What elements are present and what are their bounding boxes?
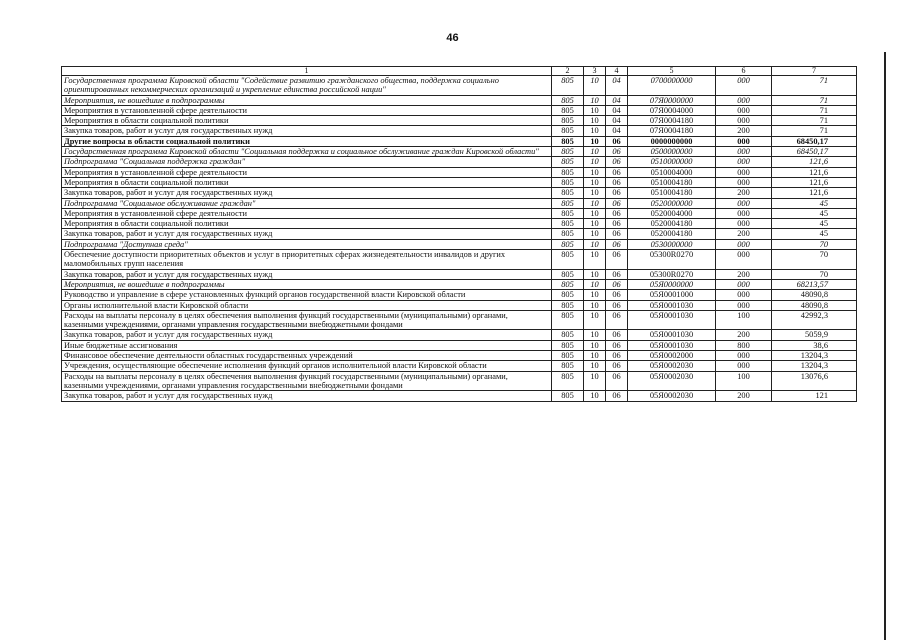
- expense-type-cell: 200: [716, 391, 772, 401]
- subsection-code-cell: 04: [606, 116, 628, 126]
- row-name-cell: Государственная программа Кировской области "Социальная поддержка и социальное обслуживание граждан Кировской области": [62, 147, 552, 157]
- target-article-cell: 0510004180: [628, 188, 716, 198]
- section-code-cell: 10: [584, 76, 606, 96]
- row-name-cell: Мероприятия в области социальной политики: [62, 219, 552, 229]
- chapter-code-cell: 805: [552, 76, 584, 96]
- subsection-code-cell: 06: [606, 361, 628, 371]
- amount-cell: 13076,6: [772, 371, 857, 391]
- target-article-cell: 0510004000: [628, 167, 716, 177]
- target-article-cell: 0510004180: [628, 177, 716, 187]
- table-row: [62, 250, 857, 270]
- expense-type-cell: 800: [716, 340, 772, 350]
- table-row: [62, 269, 857, 279]
- row-name-cell: Финансовое обеспечение деятельности областных государственных учреждений: [62, 351, 552, 361]
- expense-type-cell: 200: [716, 188, 772, 198]
- subsection-code-cell: 06: [606, 239, 628, 249]
- amount-cell: 70: [772, 250, 857, 270]
- chapter-code-cell: 805: [552, 300, 584, 310]
- subsection-code-cell: 06: [606, 371, 628, 391]
- target-article-cell: 0510000000: [628, 157, 716, 167]
- row-name-cell: Другие вопросы в области социальной политики: [62, 136, 552, 146]
- subsection-code-cell: 06: [606, 340, 628, 350]
- chapter-code-cell: 805: [552, 147, 584, 157]
- subsection-code-cell: 06: [606, 310, 628, 330]
- column-header: 5: [628, 67, 716, 76]
- section-code-cell: 10: [584, 208, 606, 218]
- section-code-cell: 10: [584, 105, 606, 115]
- expense-type-cell: 000: [716, 250, 772, 270]
- subsection-code-cell: 06: [606, 250, 628, 270]
- expense-type-cell: 100: [716, 310, 772, 330]
- target-article-cell: 05Я0001000: [628, 290, 716, 300]
- row-name-cell: Закупка товаров, работ и услуг для государственных нужд: [62, 229, 552, 239]
- amount-cell: 48090,8: [772, 300, 857, 310]
- amount-cell: 48090,8: [772, 290, 857, 300]
- expense-type-cell: 000: [716, 239, 772, 249]
- table-row: [62, 361, 857, 371]
- chapter-code-cell: 805: [552, 105, 584, 115]
- subsection-code-cell: 06: [606, 330, 628, 340]
- section-code-cell: 10: [584, 351, 606, 361]
- expense-type-cell: 000: [716, 136, 772, 146]
- expense-type-cell: 000: [716, 167, 772, 177]
- row-name-cell: Закупка товаров, работ и услуг для государственных нужд: [62, 126, 552, 136]
- amount-cell: 71: [772, 76, 857, 96]
- section-code-cell: 10: [584, 188, 606, 198]
- target-article-cell: 07Я0004000: [628, 105, 716, 115]
- row-name-cell: Мероприятия в установленной сфере деятельности: [62, 167, 552, 177]
- budget-table: [61, 66, 857, 402]
- chapter-code-cell: 805: [552, 340, 584, 350]
- chapter-code-cell: 805: [552, 269, 584, 279]
- target-article-cell: 07Я0004180: [628, 126, 716, 136]
- column-header: 2: [552, 67, 584, 76]
- amount-cell: 45: [772, 229, 857, 239]
- row-name-cell: Подпрограмма "Социальная поддержка граждан": [62, 157, 552, 167]
- table-row: [62, 239, 857, 249]
- row-name-cell: Мероприятия в области социальной политики: [62, 116, 552, 126]
- section-code-cell: 10: [584, 371, 606, 391]
- expense-type-cell: 000: [716, 157, 772, 167]
- section-code-cell: 10: [584, 95, 606, 105]
- expense-type-cell: 200: [716, 126, 772, 136]
- amount-cell: 71: [772, 95, 857, 105]
- chapter-code-cell: 805: [552, 371, 584, 391]
- section-code-cell: 10: [584, 136, 606, 146]
- target-article-cell: 0520004180: [628, 229, 716, 239]
- column-header: 1: [62, 67, 552, 76]
- section-code-cell: 10: [584, 177, 606, 187]
- subsection-code-cell: 06: [606, 157, 628, 167]
- row-name-cell: Мероприятия в установленной сфере деятельности: [62, 105, 552, 115]
- section-code-cell: 10: [584, 269, 606, 279]
- table-row: [62, 310, 857, 330]
- table-row: [62, 198, 857, 208]
- row-name-cell: Руководство и управление в сфере установленных функций органов государственной власти Кировской области: [62, 290, 552, 300]
- expense-type-cell: 200: [716, 269, 772, 279]
- amount-cell: 71: [772, 116, 857, 126]
- table-row: [62, 157, 857, 167]
- chapter-code-cell: 805: [552, 167, 584, 177]
- expense-type-cell: 200: [716, 229, 772, 239]
- row-name-cell: Мероприятия в установленной сфере деятельности: [62, 208, 552, 218]
- subsection-code-cell: 04: [606, 126, 628, 136]
- column-header: 4: [606, 67, 628, 76]
- amount-cell: 121,6: [772, 177, 857, 187]
- section-code-cell: 10: [584, 391, 606, 401]
- table-header-row: [62, 67, 857, 76]
- chapter-code-cell: 805: [552, 290, 584, 300]
- expense-type-cell: 000: [716, 76, 772, 96]
- table-row: [62, 219, 857, 229]
- table-row: [62, 330, 857, 340]
- expense-type-cell: 000: [716, 300, 772, 310]
- amount-cell: 121: [772, 391, 857, 401]
- target-article-cell: 05Я0002030: [628, 361, 716, 371]
- expense-type-cell: 200: [716, 330, 772, 340]
- subsection-code-cell: 06: [606, 219, 628, 229]
- chapter-code-cell: 805: [552, 95, 584, 105]
- chapter-code-cell: 805: [552, 188, 584, 198]
- page-number: 46: [446, 32, 459, 44]
- subsection-code-cell: 06: [606, 136, 628, 146]
- expense-type-cell: 000: [716, 219, 772, 229]
- amount-cell: 71: [772, 105, 857, 115]
- section-code-cell: 10: [584, 198, 606, 208]
- section-code-cell: 10: [584, 116, 606, 126]
- subsection-code-cell: 06: [606, 391, 628, 401]
- section-code-cell: 10: [584, 167, 606, 177]
- target-article-cell: 05Я0000000: [628, 279, 716, 289]
- target-article-cell: 05Я0002000: [628, 351, 716, 361]
- expense-type-cell: 000: [716, 198, 772, 208]
- row-name-cell: Государственная программа Кировской области "Содействие развитию гражданского общества, поддержка социально ориентированных некоммерческих организаций и укрепление единства российской нации": [62, 76, 552, 96]
- section-code-cell: 10: [584, 147, 606, 157]
- expense-type-cell: 000: [716, 208, 772, 218]
- target-article-cell: 05300R0270: [628, 269, 716, 279]
- expense-type-cell: 000: [716, 351, 772, 361]
- amount-cell: 38,6: [772, 340, 857, 350]
- column-header: 6: [716, 67, 772, 76]
- subsection-code-cell: 06: [606, 300, 628, 310]
- chapter-code-cell: 805: [552, 157, 584, 167]
- row-name-cell: Органы исполнительной власти Кировской области: [62, 300, 552, 310]
- section-code-cell: 10: [584, 361, 606, 371]
- subsection-code-cell: 06: [606, 147, 628, 157]
- row-name-cell: Мероприятия в области социальной политики: [62, 177, 552, 187]
- chapter-code-cell: 805: [552, 219, 584, 229]
- target-article-cell: 05Я0001030: [628, 310, 716, 330]
- target-article-cell: 0700000000: [628, 76, 716, 96]
- target-article-cell: 0520004000: [628, 208, 716, 218]
- row-name-cell: Мероприятия, не вошедшие в подпрограммы: [62, 279, 552, 289]
- table-row: [62, 188, 857, 198]
- section-code-cell: 10: [584, 239, 606, 249]
- chapter-code-cell: 805: [552, 116, 584, 126]
- target-article-cell: 0520004180: [628, 219, 716, 229]
- expense-type-cell: 000: [716, 147, 772, 157]
- amount-cell: 68450,17: [772, 147, 857, 157]
- amount-cell: 68213,57: [772, 279, 857, 289]
- row-name-cell: Учреждения, осуществляющие обеспечение исполнения функций органов исполнительной власти Кировской области: [62, 361, 552, 371]
- chapter-code-cell: 805: [552, 330, 584, 340]
- section-code-cell: 10: [584, 290, 606, 300]
- amount-cell: 121,6: [772, 157, 857, 167]
- chapter-code-cell: 805: [552, 239, 584, 249]
- chapter-code-cell: 805: [552, 136, 584, 146]
- amount-cell: 45: [772, 208, 857, 218]
- row-name-cell: Закупка товаров, работ и услуг для государственных нужд: [62, 269, 552, 279]
- row-name-cell: Подпрограмма "Доступная среда": [62, 239, 552, 249]
- subsection-code-cell: 06: [606, 351, 628, 361]
- subsection-code-cell: 04: [606, 95, 628, 105]
- table-row: [62, 340, 857, 350]
- subsection-code-cell: 06: [606, 269, 628, 279]
- subsection-code-cell: 06: [606, 208, 628, 218]
- section-code-cell: 10: [584, 219, 606, 229]
- expense-type-cell: 000: [716, 290, 772, 300]
- chapter-code-cell: 805: [552, 361, 584, 371]
- subsection-code-cell: 06: [606, 177, 628, 187]
- amount-cell: 13204,3: [772, 361, 857, 371]
- table-row: [62, 371, 857, 391]
- chapter-code-cell: 805: [552, 126, 584, 136]
- row-name-cell: Закупка товаров, работ и услуг для государственных нужд: [62, 188, 552, 198]
- table-row: [62, 391, 857, 401]
- row-name-cell: Подпрограмма "Социальное обслуживание граждан": [62, 198, 552, 208]
- expense-type-cell: 000: [716, 95, 772, 105]
- chapter-code-cell: 805: [552, 310, 584, 330]
- amount-cell: 42992,3: [772, 310, 857, 330]
- section-code-cell: 10: [584, 157, 606, 167]
- target-article-cell: 05Я0001030: [628, 340, 716, 350]
- subsection-code-cell: 06: [606, 167, 628, 177]
- section-code-cell: 10: [584, 340, 606, 350]
- expense-type-cell: 000: [716, 177, 772, 187]
- chapter-code-cell: 805: [552, 208, 584, 218]
- chapter-code-cell: 805: [552, 177, 584, 187]
- row-name-cell: Иные бюджетные ассигнования: [62, 340, 552, 350]
- subsection-code-cell: 06: [606, 198, 628, 208]
- chapter-code-cell: 805: [552, 229, 584, 239]
- table-row: [62, 208, 857, 218]
- table-row: [62, 76, 857, 96]
- target-article-cell: 05Я0001030: [628, 330, 716, 340]
- column-header: 3: [584, 67, 606, 76]
- amount-cell: 13204,3: [772, 351, 857, 361]
- table-row: [62, 279, 857, 289]
- amount-cell: 121,6: [772, 167, 857, 177]
- table-row: [62, 300, 857, 310]
- row-name-cell: Мероприятия, не вошедшие в подпрограммы: [62, 95, 552, 105]
- amount-cell: 70: [772, 239, 857, 249]
- row-name-cell: Обеспечение доступности приоритетных объектов и услуг в приоритетных сферах жизнедеятельности инвалидов и других маломобильных групп населения: [62, 250, 552, 270]
- chapter-code-cell: 805: [552, 198, 584, 208]
- subsection-code-cell: 06: [606, 290, 628, 300]
- target-article-cell: 0530000000: [628, 239, 716, 249]
- subsection-code-cell: 06: [606, 188, 628, 198]
- amount-cell: 45: [772, 219, 857, 229]
- row-name-cell: Закупка товаров, работ и услуг для государственных нужд: [62, 391, 552, 401]
- expense-type-cell: 000: [716, 116, 772, 126]
- chapter-code-cell: 805: [552, 391, 584, 401]
- table-row: [62, 105, 857, 115]
- amount-cell: 45: [772, 198, 857, 208]
- subsection-code-cell: 06: [606, 229, 628, 239]
- amount-cell: 68450,17: [772, 136, 857, 146]
- subsection-code-cell: 04: [606, 105, 628, 115]
- column-header: 7: [772, 67, 857, 76]
- target-article-cell: 05300R0270: [628, 250, 716, 270]
- expense-type-cell: 000: [716, 361, 772, 371]
- row-name-cell: Закупка товаров, работ и услуг для государственных нужд: [62, 330, 552, 340]
- expense-type-cell: 000: [716, 279, 772, 289]
- table-row: [62, 351, 857, 361]
- amount-cell: 5059,9: [772, 330, 857, 340]
- target-article-cell: 05Я0002030: [628, 391, 716, 401]
- table-row: [62, 126, 857, 136]
- section-code-cell: 10: [584, 330, 606, 340]
- target-article-cell: 05Я0001030: [628, 300, 716, 310]
- table-row: [62, 229, 857, 239]
- table-body: [62, 76, 857, 402]
- section-code-cell: 10: [584, 310, 606, 330]
- amount-cell: 70: [772, 269, 857, 279]
- expense-type-cell: 100: [716, 371, 772, 391]
- section-code-cell: 10: [584, 126, 606, 136]
- amount-cell: 71: [772, 126, 857, 136]
- section-code-cell: 10: [584, 300, 606, 310]
- amount-cell: 121,6: [772, 188, 857, 198]
- chapter-code-cell: 805: [552, 351, 584, 361]
- page-edge-line: [884, 52, 886, 640]
- table-row: [62, 147, 857, 157]
- subsection-code-cell: 04: [606, 76, 628, 96]
- target-article-cell: 05Я0002030: [628, 371, 716, 391]
- target-article-cell: 07Я0004180: [628, 116, 716, 126]
- target-article-cell: 0520000000: [628, 198, 716, 208]
- table-row: [62, 116, 857, 126]
- target-article-cell: 0500000000: [628, 147, 716, 157]
- section-code-cell: 10: [584, 250, 606, 270]
- row-name-cell: Расходы на выплаты персоналу в целях обеспечения выполнения функций государственными (муниципальными) органами, казенными учреждениями, органами управления государственными внебюджетными фондами: [62, 371, 552, 391]
- table-row: [62, 177, 857, 187]
- table-row: [62, 136, 857, 146]
- chapter-code-cell: 805: [552, 279, 584, 289]
- target-article-cell: 0000000000: [628, 136, 716, 146]
- table-row: [62, 167, 857, 177]
- target-article-cell: 07Я0000000: [628, 95, 716, 105]
- table-row: [62, 290, 857, 300]
- chapter-code-cell: 805: [552, 250, 584, 270]
- table-row: [62, 95, 857, 105]
- expense-type-cell: 000: [716, 105, 772, 115]
- section-code-cell: 10: [584, 229, 606, 239]
- subsection-code-cell: 06: [606, 279, 628, 289]
- section-code-cell: 10: [584, 279, 606, 289]
- row-name-cell: Расходы на выплаты персоналу в целях обеспечения выполнения функций государственными (муниципальными) органами, казенными учреждениями, органами управления государственными внебюджетными фондами: [62, 310, 552, 330]
